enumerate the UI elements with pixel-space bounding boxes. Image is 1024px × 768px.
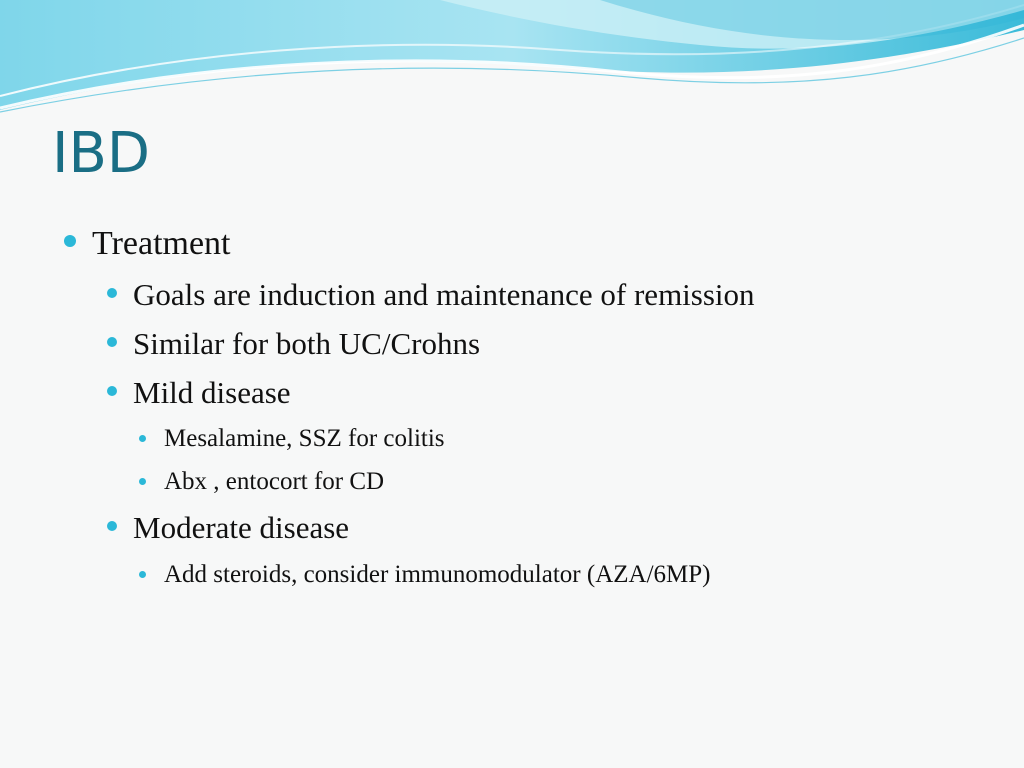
bullet-text: Treatment (92, 225, 231, 262)
header-wave-decoration (0, 0, 1024, 130)
slide-title: IBD (52, 121, 151, 186)
bullet-mild (107, 374, 291, 412)
bullet-text: Goals are induction and maintenance of remission (133, 277, 755, 312)
bullet-text: Similar for both UC/Crohns (133, 326, 481, 361)
bullet-similar (107, 325, 480, 363)
bullet-moderate (107, 509, 349, 547)
bullet-mild-sub1 (139, 423, 445, 455)
bullet-text: Add steroids, consider immunomodulator (AZA/6MP) (164, 561, 711, 588)
bullet-dot-icon (139, 435, 146, 442)
bullet-dot-icon (107, 337, 117, 347)
bullet-dot-icon (139, 478, 146, 485)
bullet-text: Mesalamine, SSZ for colitis (164, 425, 445, 452)
bullet-text: Mild disease (133, 375, 291, 410)
bullet-dot-icon (107, 386, 117, 396)
bullet-dot-icon (107, 288, 117, 298)
bullet-dot-icon (64, 235, 76, 247)
bullet-text: Abx , entocort for CD (164, 468, 385, 495)
bullet-goals (107, 276, 755, 314)
bullet-text: Moderate disease (133, 510, 350, 545)
bullet-moderate-sub1 (139, 559, 710, 591)
bullet-mild-sub2 (139, 466, 384, 498)
bullet-treatment (64, 224, 231, 264)
bullet-dot-icon (139, 571, 146, 578)
bullet-dot-icon (107, 521, 117, 531)
